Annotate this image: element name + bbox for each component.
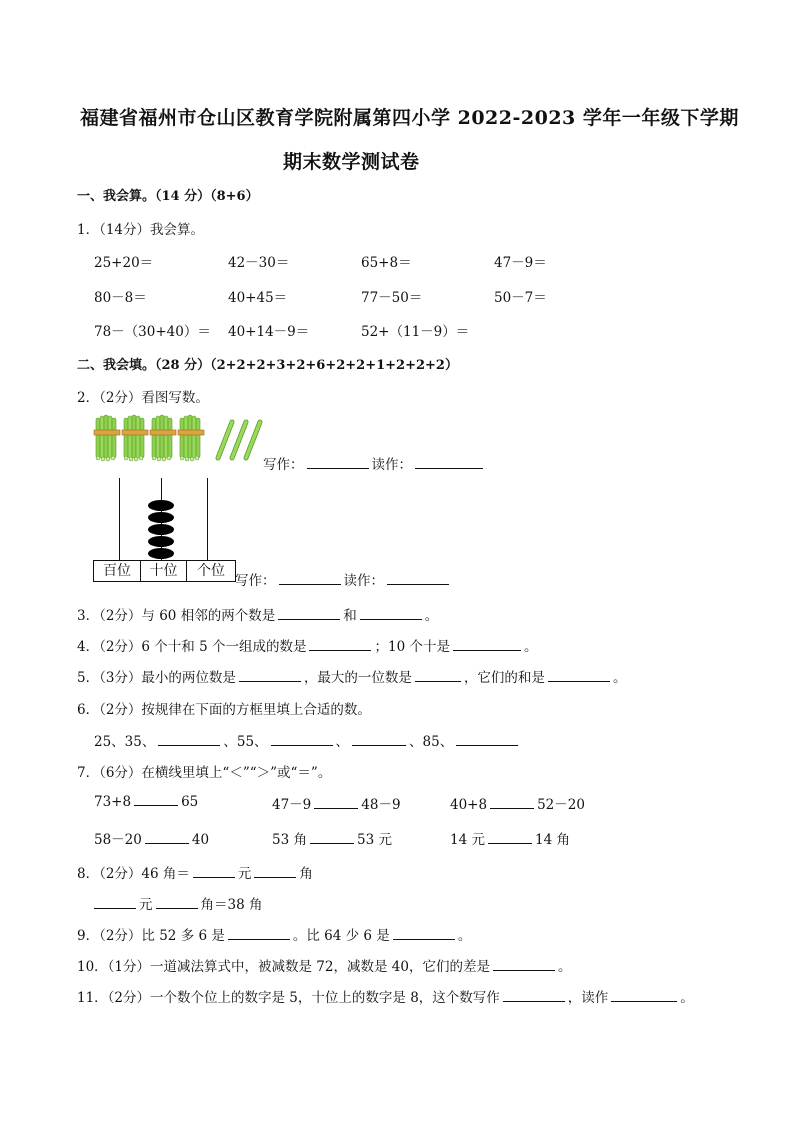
answer-blank[interactable] <box>352 733 406 746</box>
compare-item: 40+8 52－20 <box>450 797 585 813</box>
abacus-place-label: 个位 <box>197 563 225 579</box>
compare-item: 58－20 40 <box>94 832 210 848</box>
question-11: 11．（2分）一个数个位上的数字是 5，十位上的数字是 8，这个数写作 ，读作 。 <box>77 990 694 1006</box>
compare-item: 53 角 53 元 <box>272 832 392 848</box>
question-3: 3．（2分）与 60 相邻的两个数是 和 。 <box>77 608 439 624</box>
answer-blank[interactable] <box>94 896 136 909</box>
calc-item: 47－9＝ <box>494 255 547 271</box>
calc-item: 80－8＝ <box>94 290 147 306</box>
calc-item: 52+（11－9）＝ <box>361 324 470 340</box>
calc-item: 25+20＝ <box>94 255 154 271</box>
answer-blank[interactable] <box>453 638 521 651</box>
answer-blank[interactable] <box>415 456 483 469</box>
answer-blank[interactable] <box>158 733 220 746</box>
abacus-place-label: 十位 <box>141 561 187 581</box>
section-heading-2: 二、我会填。（28 分）（2+2+2+3+2+6+2+2+1+2+2+2） <box>77 358 458 373</box>
write-read-line-2: 写作： 读作： <box>235 569 452 589</box>
calc-item: 40+45＝ <box>228 290 288 306</box>
calc-item: 40+14－9＝ <box>228 324 310 340</box>
compare-item: 73+8 65 <box>94 794 199 810</box>
question-4: 4．（2分）6 个十和 5 个一组成的数是 ；10 个十是 。 <box>77 639 538 655</box>
abacus-bead <box>148 524 174 535</box>
question-5: 5．（3分）最小的两位数是 ，最大的一位数是 ，它们的和是 。 <box>77 670 627 686</box>
calc-item: 42－30＝ <box>228 255 290 271</box>
abacus-bead <box>148 536 174 547</box>
answer-blank[interactable] <box>279 572 341 585</box>
compare-item: 47－9 48－9 <box>272 797 401 813</box>
answer-blank[interactable] <box>488 831 532 844</box>
question-7: 7．（6分）在横线里填上“＜”“＞”或“＝”。 <box>77 765 332 781</box>
calc-item: 65+8＝ <box>361 255 412 271</box>
answer-blank[interactable] <box>239 669 301 682</box>
answer-blank[interactable] <box>314 796 358 809</box>
write-read-line-1: 写作： 读作： <box>263 453 486 473</box>
calc-item: 78－（30+40）＝ <box>94 324 211 340</box>
compare-item: 14 元 14 角 <box>450 832 570 848</box>
answer-blank[interactable] <box>271 733 333 746</box>
answer-blank[interactable] <box>310 831 354 844</box>
abacus-base <box>93 560 236 582</box>
section-heading-1: 一、我会算。（14 分）（8+6） <box>77 189 259 204</box>
question-9: 9．（2分）比 52 多 6 是 。比 64 少 6 是 。 <box>77 928 472 944</box>
question-2-label: 2．（2分）看图写数。 <box>77 390 209 406</box>
answer-blank[interactable] <box>360 607 422 620</box>
answer-blank[interactable] <box>493 958 555 971</box>
calc-item: 77－50＝ <box>361 290 423 306</box>
answer-blank[interactable] <box>387 572 449 585</box>
abacus-rod <box>207 478 208 561</box>
page-title-line2: 期末数学测试卷 <box>283 151 420 173</box>
abacus-bead <box>148 512 174 523</box>
answer-blank[interactable] <box>548 669 610 682</box>
question-1-label: 1．（14分）我会算。 <box>77 222 205 238</box>
question-6: 6．（2分）按规律在下面的方框里填上合适的数。 <box>77 702 371 718</box>
answer-blank[interactable] <box>193 865 235 878</box>
sticks-bundle-illustration <box>92 412 264 467</box>
answer-blank[interactable] <box>611 989 677 1002</box>
abacus-rod <box>119 478 120 561</box>
answer-blank[interactable] <box>309 638 371 651</box>
answer-blank[interactable] <box>278 607 340 620</box>
answer-blank[interactable] <box>156 896 198 909</box>
question-8-line2: 元 角＝38 角 <box>94 893 262 913</box>
answer-blank[interactable] <box>228 927 290 940</box>
answer-blank[interactable] <box>490 796 534 809</box>
abacus-bead <box>148 548 174 559</box>
answer-blank[interactable] <box>134 793 178 806</box>
answer-blank[interactable] <box>456 733 518 746</box>
question-6-sequence: 25、35、 、55、 、 、85、 <box>94 730 521 750</box>
abacus <box>93 478 235 582</box>
abacus-place-label: 百位 <box>94 561 141 581</box>
page-title-line1: 福建省福州市仓山区教育学院附属第四小学 2022-2023 学年一年级下学期 <box>80 107 739 129</box>
question-8: 8．（2分）46 角＝ 元 角 <box>77 866 313 882</box>
answer-blank[interactable] <box>415 669 461 682</box>
answer-blank[interactable] <box>393 927 455 940</box>
answer-blank[interactable] <box>254 865 296 878</box>
calc-item: 50－7＝ <box>494 290 547 306</box>
answer-blank[interactable] <box>503 989 565 1002</box>
answer-blank[interactable] <box>307 456 369 469</box>
answer-blank[interactable] <box>145 831 189 844</box>
abacus-bead <box>148 500 174 511</box>
question-10: 10．（1分）一道减法算式中，被减数是 72，减数是 40，它们的差是 。 <box>77 959 572 975</box>
